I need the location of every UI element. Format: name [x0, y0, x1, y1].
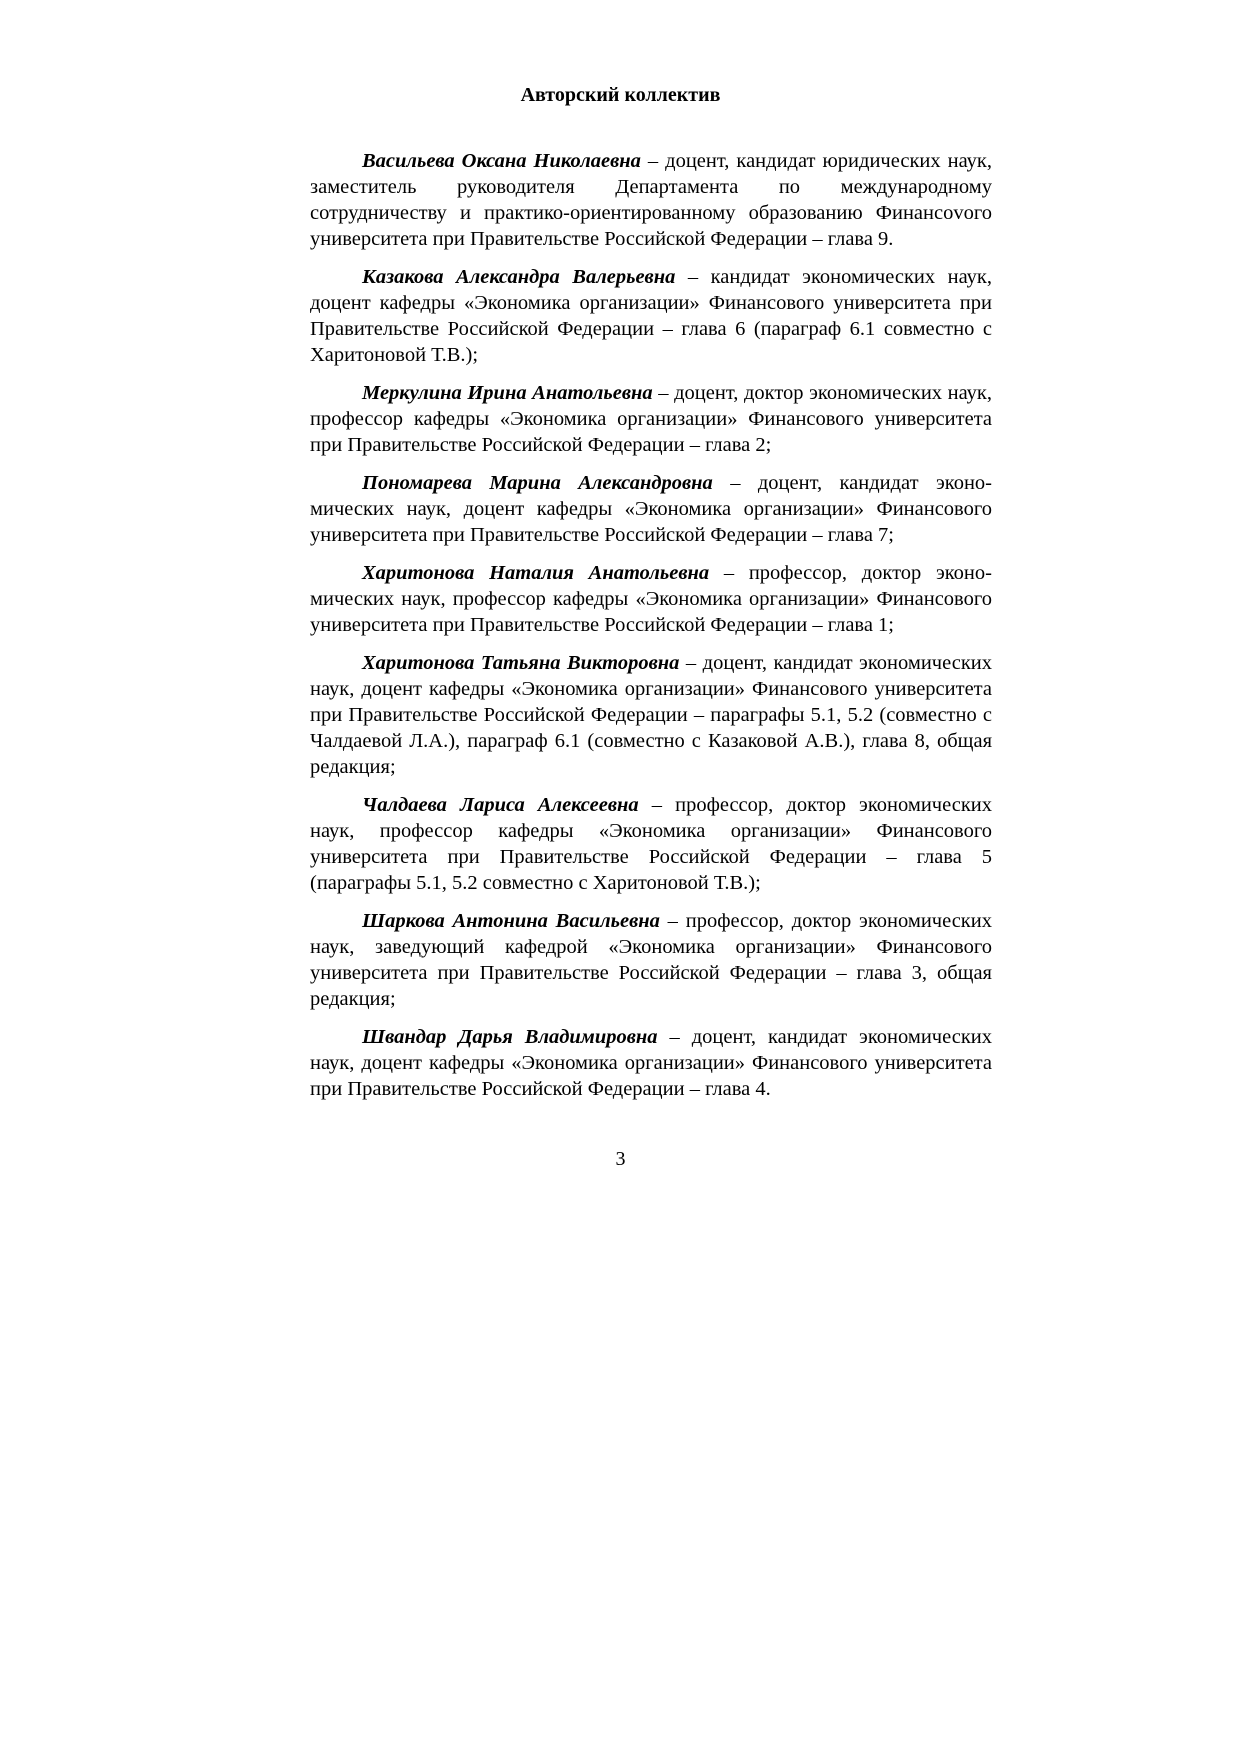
author-description: – профессор, доктор экономических наук, профессор кафедры «Экономика организации» Финансового университета при Правительстве Российской Федерации – глава 5 (параграфы 5.1, 5.2 совместно с Харитоновой Т.В.);	[310, 794, 992, 894]
author-name: Швандар Дарья Владимировна	[362, 1026, 658, 1048]
author-name: Чалдаева Лариса Алексеевна	[362, 794, 639, 816]
author-description: – доцент, кандидат экономических наук, доцент кафедры «Экономика организации» Финансового университета при Правительстве Российской Федерации – глава 4.	[310, 1026, 992, 1100]
author-name: Казакова Александра Валерьевна	[362, 266, 676, 288]
author-entry	[310, 908, 992, 1012]
author-entry	[310, 1024, 992, 1102]
author-entry	[310, 380, 992, 458]
author-description: – доцент, кандидат юридических наук, заместитель руководителя Департамента по международному сотрудничеству и практико-ориентированному образованию Финансоvого университета при Правительстве Российской Федерации – глава 9.	[310, 150, 992, 250]
author-name: Васильева Оксана Николаевна	[362, 150, 641, 172]
page-number: 3	[615, 1148, 626, 1170]
author-description: – доцент, кандидат экономических наук, доцент кафедры «Экономика организации» Финансового университета при Правительстве Российской Федерации – глава 7;	[310, 472, 992, 546]
author-description: – профессор, доктор экономических наук, заведующий кафедрой «Экономика организации» Финансового университета при Правительстве Российской Федерации – глава 3, общая редакция;	[310, 910, 992, 1010]
author-description: – доцент, кандидат экономических наук, доцент кафедры «Экономика организации» Финансового университета при Правительстве Российской Федерации – параграфы 5.1, 5.2 (совместно с Чалдаевой Л.А.), параграф 6.1 (совместно с Казаковой А.В.), глава 8, общая редакция;	[310, 652, 992, 778]
author-entry	[310, 560, 992, 638]
author-description: – доцент, доктор экономических наук, профессор кафедры «Экономика организации» Финансового университета при Правительстве Российской Федерации – глава 2;	[310, 382, 992, 456]
author-description: – кандидат экономических наук, доцент кафедры «Экономика организации» Финансового университета при Правительстве Российской Федерации – глава 6 (параграф 6.1 совместно с Харитоновой Т.В.);	[310, 266, 992, 366]
author-entry	[310, 470, 992, 548]
authors-list	[310, 148, 992, 1114]
author-description: – профессор, доктор экономических наук, профессор кафедры «Экономика организации» Финансового университета при Правительстве Российской Федерации – глава 1;	[310, 562, 992, 636]
author-name: Харитонова Наталия Анатольевна	[362, 562, 710, 584]
author-entry	[310, 264, 992, 368]
page-title: Авторский коллектив	[520, 84, 721, 106]
author-name: Меркулина Ирина Анатольевна	[362, 382, 653, 404]
author-entry	[310, 650, 992, 780]
author-name: Харитонова Татьяна Викторовна	[362, 652, 680, 674]
author-entry	[310, 792, 992, 896]
author-entry	[310, 148, 992, 252]
author-name: Шаркова Антонина Васильевна	[362, 910, 660, 932]
author-name: Пономарева Марина Александровна	[362, 472, 713, 494]
